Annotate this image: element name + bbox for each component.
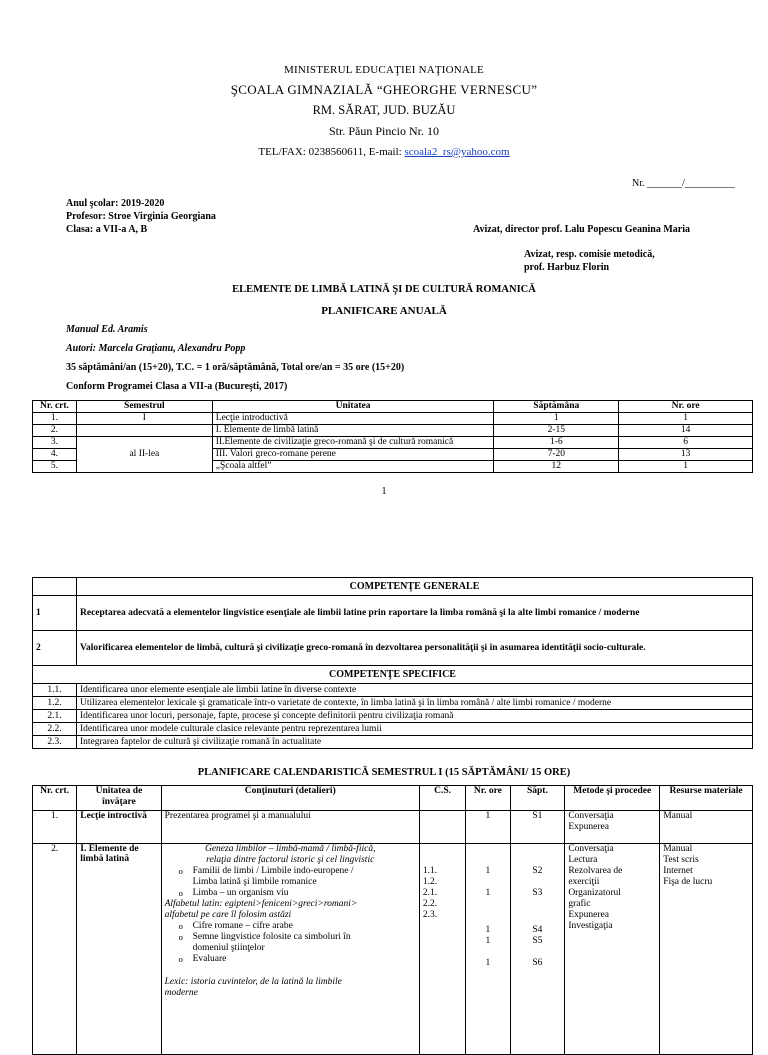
col-header-hours: Nr. ore bbox=[466, 786, 510, 811]
teacher-name: Profesor: Stroe Virginia Georgiana bbox=[66, 211, 216, 222]
table-row: 2.3. Integrarea faptelor de cultură şi civilizaţie romană în actualitate bbox=[33, 736, 753, 749]
col-header-unit: Unitatea bbox=[212, 401, 494, 413]
table-row: 5. „Şcoala altfel” 12 1 bbox=[33, 461, 753, 473]
school-name: ŞCOALA GIMNAZIALĂ “GHEORGHE VERNESCU” bbox=[230, 82, 538, 97]
table-row: 4. III. Valori greco-romane perene 7-20 13 bbox=[33, 449, 753, 461]
hours-line: 35 săptămâni/an (15+20), T.C. = 1 oră/săptămână, Total ore/an = 35 ore (15+20) bbox=[66, 362, 405, 373]
table-row: 2. I. Elemente de limbă latină Geneza limbilor – limbă-mamă / limbă-fiică, relaţia dintre factorul istoric şi cel lingvistic o Familii de limbi / Limbile indo-europene / Limba latină şi limbile romanice o Limba – un organism viu Alfabetul latin: egipteni>feniceni>greci>romani> alfabetul pe care îl folosim astăzi o Cifre romane – cifre arabe o Semne lingvistice folosite ca simboluri în domeniul ştiinţelor o Evaluare Lexic: istoria cuvintelor, de la latină la limbile moderne 1.1. 1.2. 2.1. 2.2. 2.3. 1 1 1 1 1 S2 S3 S4 S5 S6 Conversaţia Lectura Rezolvarea de exerciţii Organizatorul grafic Expunerea Investigaţia Manual Test scris Internet Fişa de lucru bbox=[33, 844, 753, 1055]
table-row: 1. Lecţie introctivă Prezentarea programei şi a manualului 1 S1 Conversaţia Expunerea Manual bbox=[33, 811, 753, 844]
competences-table bbox=[32, 577, 753, 749]
page-number: 1 bbox=[381, 486, 387, 497]
col-header-methods: Metode şi procedee bbox=[565, 786, 660, 811]
table-row: 2.2. Identificarea unor modele culturale clasice relevante pentru reprezentarea lumii bbox=[33, 723, 753, 736]
col-header-hours: Nr. ore bbox=[619, 401, 753, 413]
ministry-name: MINISTERUL EDUCAŢIEI NAŢIONALE bbox=[284, 64, 484, 76]
table-row: 3. al II-lea II.Elemente de civilizaţie greco-romană şi de cultură romanică 1-6 6 bbox=[33, 437, 753, 449]
table-row: 1. I Lecţie introductivă 1 1 bbox=[33, 413, 753, 425]
semester-1-cell: I bbox=[76, 413, 212, 425]
table-row: 2.1. Identificarea unor locuri, personaje, fapte, procese şi concepte definitorii pentru civilizaţia romană bbox=[33, 710, 753, 723]
commission-prof: prof. Harbuz Florin bbox=[524, 262, 610, 273]
calendar-title: PLANIFICARE CALENDARISTICĂ SEMESTRUL I (15 SĂPTĂMÂNI/ 15 ORE) bbox=[197, 767, 571, 778]
table-row: 1.2. Utilizarea elementelor lexicale şi gramaticale într-o varietate de contexte, în limba latină şi în limba română / alte limbi romanice / moderne bbox=[33, 697, 753, 710]
school-city: RM. SĂRAT, JUD. BUZĂU bbox=[312, 103, 456, 117]
manual-line: Manual Ed. Aramis bbox=[66, 324, 148, 335]
authors-line: Autori: Marcela Graţianu, Alexandru Popp bbox=[66, 343, 246, 354]
semester-2-cell: al II-lea bbox=[76, 437, 212, 473]
col-header-cs: C.S. bbox=[419, 786, 465, 811]
table-row: 2 Valorificarea elementelor de limbă, cultură şi civilizaţie greco-romană în dezvoltarea personalităţii şi în asumarea identităţii socio-culturale. bbox=[33, 631, 753, 666]
registration-number: Nr. _______/__________ bbox=[632, 178, 735, 189]
col-header-week: Săpt. bbox=[510, 786, 565, 811]
col-header-week: Săptămâna bbox=[494, 401, 619, 413]
col-header-unit: Unitatea de învăţare bbox=[77, 786, 161, 811]
class-name: Clasa: a VII-a A, B bbox=[66, 224, 148, 235]
commission-approval: Avizat, resp. comisie metodică, bbox=[524, 249, 655, 260]
col-header-nr: Nr. crt. bbox=[33, 786, 77, 811]
subject-title: ELEMENTE DE LIMBĂ LATINĂ ŞI DE CULTURĂ ROMANICĂ bbox=[232, 284, 536, 295]
col-header-semester: Semestrul bbox=[76, 401, 212, 413]
col-header-nr: Nr. crt. bbox=[33, 401, 77, 413]
phone-text: TEL/FAX: 0238560611, E-mail: bbox=[258, 146, 405, 158]
col-header-content: Conţinuturi (detalieri) bbox=[161, 786, 419, 811]
plan-title: PLANIFICARE ANUALĂ bbox=[321, 305, 447, 317]
contact-line bbox=[0, 146, 768, 158]
school-year: Anul şcolar: 2019-2020 bbox=[66, 198, 165, 209]
specific-competences-title: COMPETENŢE SPECIFICE bbox=[33, 666, 753, 684]
col-header-resources: Resurse materiale bbox=[660, 786, 753, 811]
general-competences-title: COMPETENŢE GENERALE bbox=[77, 578, 753, 596]
annual-plan-table bbox=[32, 400, 753, 473]
email-link[interactable]: scoala2_rs@yahoo.com bbox=[404, 146, 510, 158]
table-row: 1 Receptarea adecvată a elementelor lingvistice esenţiale ale limbii latine prin raportare la limba română şi la alte limbi romanice / moderne bbox=[33, 596, 753, 631]
calendar-table bbox=[32, 785, 753, 1055]
school-street: Str. Păun Pincio Nr. 10 bbox=[328, 124, 439, 138]
director-approval: Avizat, director prof. Lalu Popescu Geanina Maria bbox=[473, 224, 691, 235]
table-row: 1.1. Identificarea unor elemente esenţiale ale limbii latine în diverse contexte bbox=[33, 684, 753, 697]
program-line: Conform Programei Clasa a VII-a (Bucureşti, 2017) bbox=[66, 381, 288, 392]
table-row: 2. I. Elemente de limbă latină 2-15 14 bbox=[33, 425, 753, 437]
